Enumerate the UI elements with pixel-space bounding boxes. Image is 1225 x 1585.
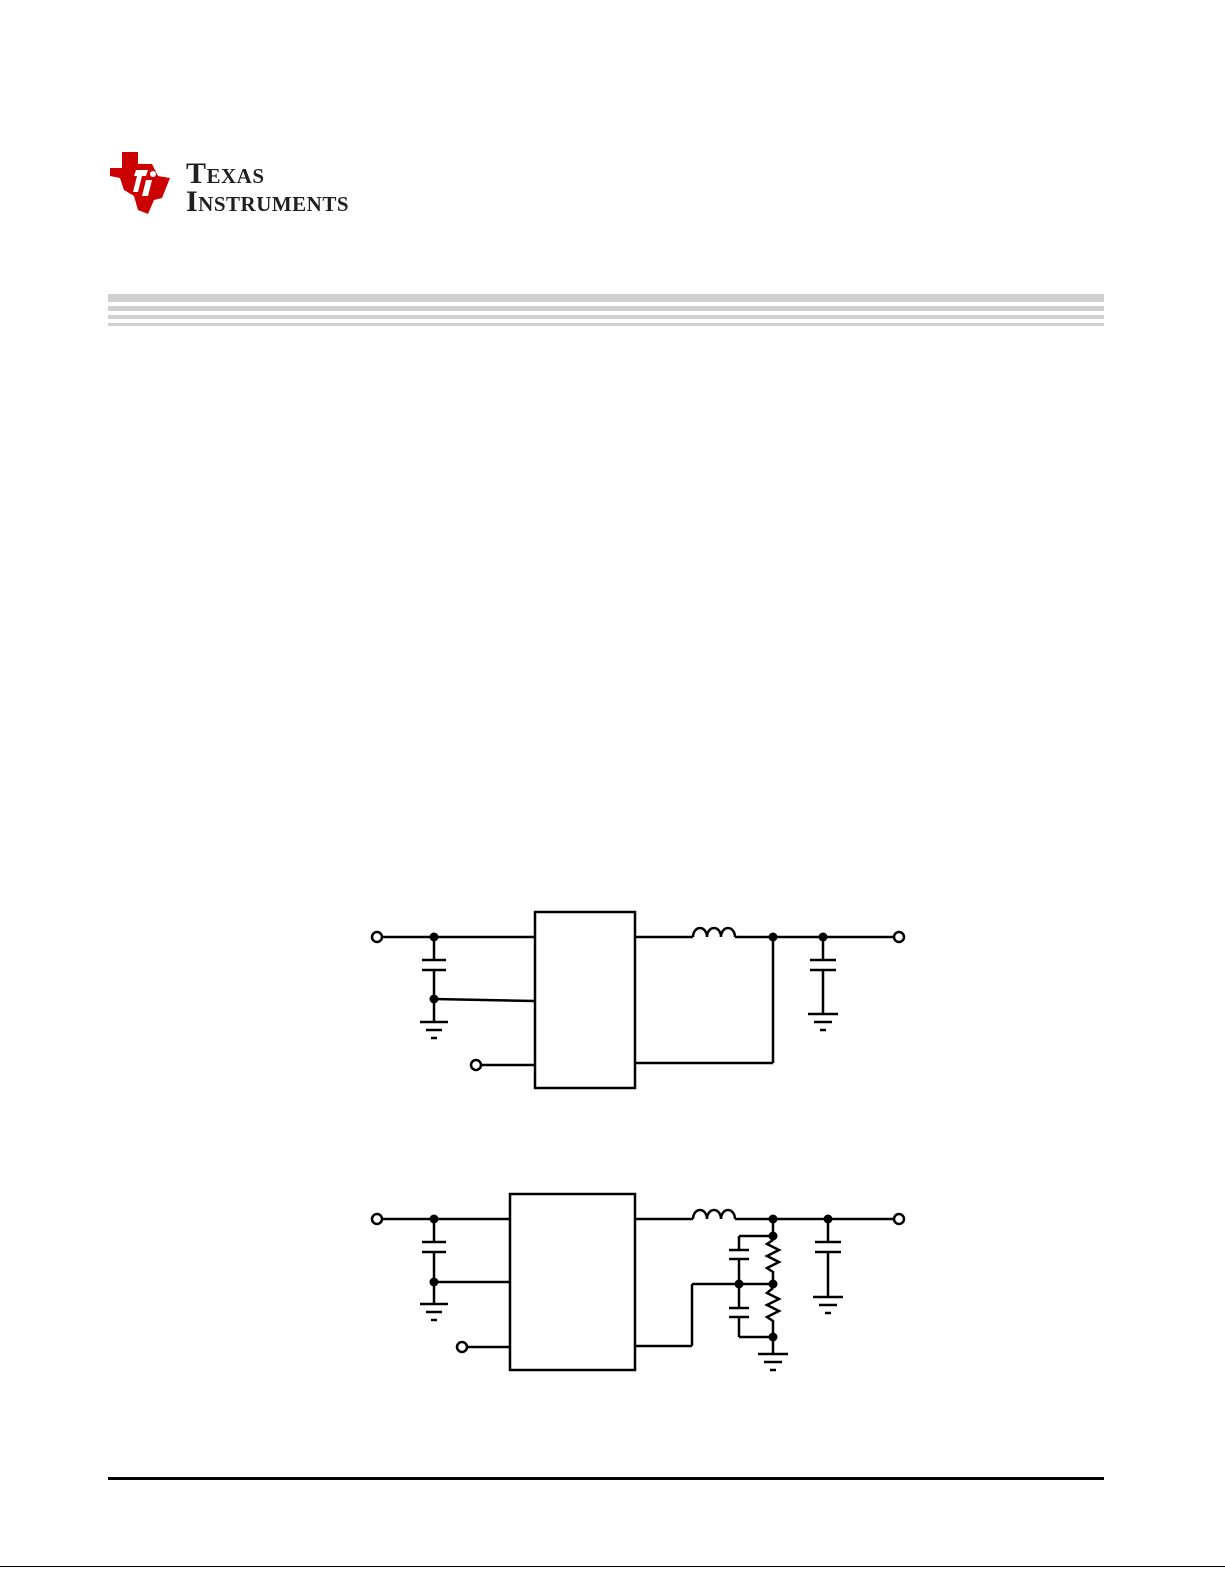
resistor [767,1288,779,1336]
brand-name-line2: Instruments [186,185,350,218]
input-terminal [372,932,382,942]
ic-block [535,912,635,1088]
input-terminal [372,1214,382,1224]
header-stripe [108,323,1104,326]
schematic-fixed-output [360,900,920,1100]
inductor [693,928,735,937]
ti-wordmark [186,157,350,218]
output-terminal [894,1214,904,1224]
ti-logo [108,150,418,230]
header-stripe [108,294,1104,302]
brand-name-line1: Texas [186,157,265,190]
header-stripe [108,306,1104,311]
resistor [767,1240,779,1283]
header-stripes [108,294,1104,328]
enable-terminal [471,1060,481,1070]
inductor [693,1210,735,1219]
enable-terminal [457,1342,467,1352]
schematic-adjustable-output [360,1185,920,1380]
output-terminal [894,932,904,942]
header-stripe [108,315,1104,319]
ic-block [510,1194,635,1370]
page-bottom-rule [0,1566,1225,1567]
ti-logo-icon [108,150,174,216]
footer-rule [108,1477,1104,1480]
